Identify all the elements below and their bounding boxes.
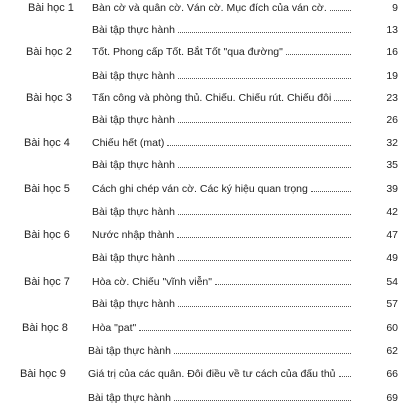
page-number: 13 [386,24,398,36]
entry-title: Giá trị của các quân. Đôi điều về tư cách của đấu thủ [88,368,336,380]
entry-title: Tấn công và phòng thủ. Chiếu. Chiếu rút. Chiếu đôi [92,92,332,104]
entry-title: Bài tập thực hành [92,24,175,36]
lesson-label: Bài học 6 [24,229,70,241]
leader-dots [177,236,351,238]
leader-dots [178,121,351,123]
page-number: 16 [386,46,398,58]
toc-entry[interactable] [92,70,398,82]
leader-dots [286,53,351,55]
entry-title: Chiếu hết (mat) [92,137,165,149]
leader-dots [167,144,351,146]
toc-entry[interactable] [92,46,398,58]
toc-entry[interactable] [92,159,398,171]
entry-title: Bài tập thực hành [92,159,175,171]
entry-title: Cách ghi chép ván cờ. Các ký hiệu quan trọng [92,183,308,195]
page-number: 47 [386,229,398,241]
toc-entry[interactable] [92,229,398,241]
leader-dots [339,375,351,377]
lesson-label: Bài học 2 [26,46,72,58]
lesson-label: Bài học 8 [22,322,68,334]
entry-title: Bàn cờ và quân cờ. Ván cờ. Mục đích của ván cờ. [92,2,327,14]
leader-dots [178,31,351,33]
leader-dots [174,352,351,354]
entry-title: Hòa "pat" [92,322,137,334]
toc-entry[interactable] [92,183,398,195]
page-number: 69 [386,392,398,404]
lesson-label: Bài học 5 [24,183,70,195]
toc-entry[interactable] [92,252,398,264]
page-number: 35 [386,159,398,171]
toc-entry[interactable] [92,298,398,310]
toc-entry[interactable] [88,345,398,357]
leader-dots [178,305,351,307]
toc-entry[interactable] [92,137,398,149]
leader-dots [178,259,351,261]
entry-title: Bài tập thực hành [92,114,175,126]
lesson-label: Bài học 4 [24,137,70,149]
page-number: 39 [386,183,398,195]
toc-entry[interactable] [92,92,398,104]
entry-title: Bài tập thực hành [92,206,175,218]
page-number: 62 [386,345,398,357]
leader-dots [174,399,351,401]
entry-title: Nước nhập thành [92,229,175,241]
page-number: 49 [386,252,398,264]
lesson-label: Bài học 9 [20,368,66,380]
page-number: 23 [386,92,398,104]
entry-title: Bài tập thực hành [88,392,171,404]
toc-entry[interactable] [92,114,398,126]
page-number: 54 [386,276,398,288]
entry-title: Bài tập thực hành [88,345,171,357]
entry-title: Hòa cờ. Chiếu "vĩnh viễn" [92,276,212,288]
leader-dots [178,166,351,168]
leader-dots [215,283,351,285]
entry-title: Bài tập thực hành [92,298,175,310]
leader-dots [330,9,351,11]
page-number: 42 [386,206,398,218]
entry-title: Bài tập thực hành [92,70,175,82]
leader-dots [178,213,351,215]
page-number: 57 [386,298,398,310]
page-number: 66 [386,368,398,380]
toc-entry[interactable] [92,276,398,288]
toc-entry[interactable] [92,24,398,36]
page-number: 9 [392,2,398,14]
toc-entry[interactable] [92,206,398,218]
page-number: 26 [386,114,398,126]
entry-title: Tốt. Phong cấp Tốt. Bắt Tốt "qua đường" [92,46,283,58]
entry-title: Bài tập thực hành [92,252,175,264]
leader-dots [139,329,351,331]
page-number: 60 [386,322,398,334]
leader-dots [178,77,351,79]
leader-dots [311,190,351,192]
lesson-label: Bài học 7 [24,276,70,288]
leader-dots [334,99,351,101]
page-number: 32 [386,137,398,149]
toc-entry[interactable] [92,2,398,14]
toc-entry[interactable] [92,322,398,334]
page-number: 19 [386,70,398,82]
toc-entry[interactable] [88,368,398,380]
toc-entry[interactable] [88,392,398,404]
lesson-label: Bài học 1 [28,2,74,14]
lesson-label: Bài học 3 [26,92,72,104]
